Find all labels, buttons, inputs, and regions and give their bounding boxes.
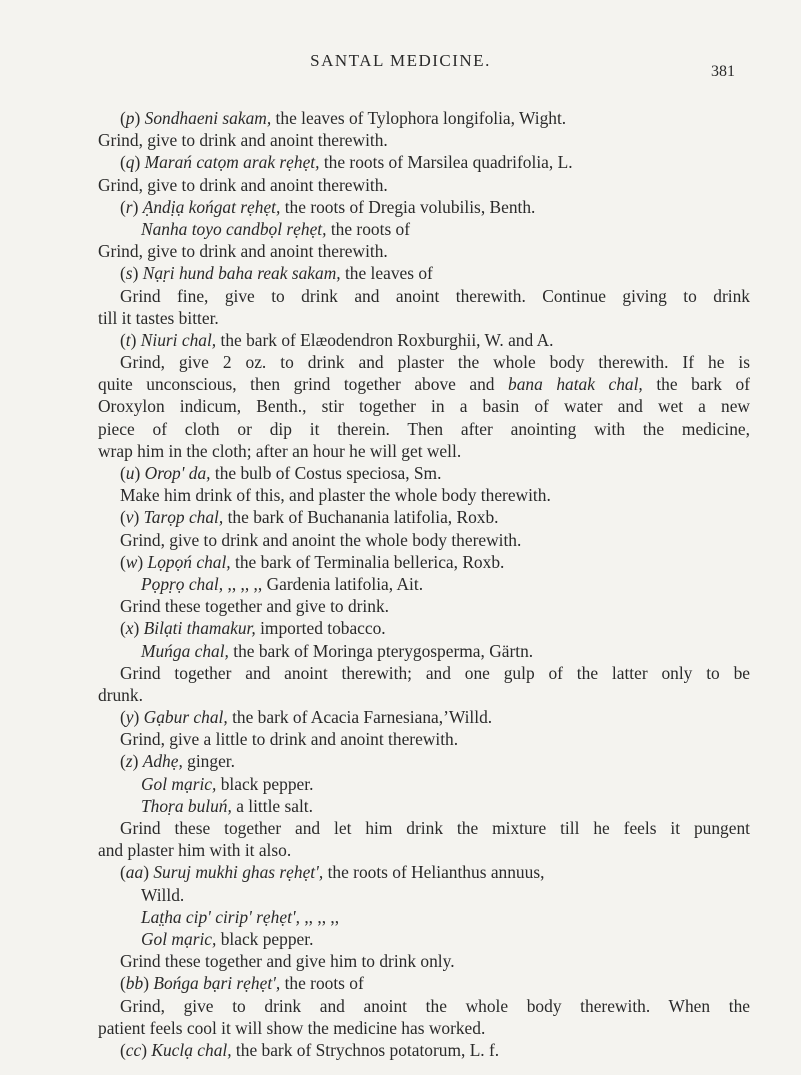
italic-term: x bbox=[125, 618, 134, 639]
italic-term: Bońga bạri rẹhẹt', bbox=[153, 973, 281, 994]
text-run: the bark of Acacia Farnesiana,’Willd. bbox=[227, 707, 493, 728]
text-run: the roots of bbox=[280, 973, 364, 994]
text-line bbox=[98, 662, 750, 684]
text-run: the bark of Strychnos potatorum, L. f. bbox=[231, 1039, 500, 1060]
text-run: the roots of Helianthus annuus, bbox=[323, 862, 545, 883]
text-line bbox=[98, 839, 750, 861]
text-run: ) bbox=[143, 973, 154, 994]
italic-term: t bbox=[125, 329, 131, 350]
text-run: Grind these together and give to drink. bbox=[120, 596, 390, 617]
page-number: 381 bbox=[711, 63, 735, 80]
text-run: the bulb of Costus speciosa, Sm. bbox=[210, 463, 442, 483]
text-line bbox=[98, 174, 750, 196]
text-run: wrap him in the cloth; after an hour he will get well. bbox=[98, 440, 462, 461]
text-line bbox=[98, 640, 750, 662]
text-run: black pepper. bbox=[216, 928, 314, 949]
text-line bbox=[98, 484, 750, 506]
text-line bbox=[98, 440, 750, 462]
text-line bbox=[98, 506, 750, 528]
italic-term: Sondhaeni sakam, bbox=[144, 108, 272, 128]
text-run: ) bbox=[134, 463, 145, 483]
italic-term: w bbox=[125, 551, 138, 572]
text-line bbox=[98, 529, 750, 551]
text-run: ) bbox=[143, 862, 154, 883]
italic-term: q bbox=[125, 152, 135, 173]
text-run: ,, ,, ,, bbox=[299, 906, 340, 927]
text-run: ( bbox=[120, 707, 126, 728]
text-run: the bark of Terminalia bellerica, Roxb. bbox=[230, 551, 505, 572]
text-run: Grind, give to drink and anoint the whole body therewith. bbox=[120, 529, 522, 550]
text-run: Grind fine, give to drink and anoint therewith. Continue giving to drink bbox=[120, 285, 750, 306]
italic-term: bb bbox=[125, 973, 144, 994]
text-run: ) bbox=[137, 551, 148, 572]
text-run: the roots of bbox=[326, 218, 411, 239]
text-line bbox=[98, 906, 750, 928]
text-line bbox=[98, 551, 750, 573]
text-run: ,, ,, ,, Gardenia latifolia, Ait. bbox=[223, 573, 424, 594]
text-run: Oroxylon indicum, Benth., stir together in a basin of water and wet a new bbox=[98, 396, 750, 417]
body-text bbox=[98, 107, 750, 1061]
italic-term: v bbox=[125, 507, 134, 528]
text-line bbox=[98, 1017, 750, 1039]
text-run: Grind, give a little to drink and anoint therewith. bbox=[120, 729, 459, 750]
italic-term: Bilạti thamakur, bbox=[143, 618, 256, 639]
italic-term: bana hatak chal, bbox=[508, 374, 643, 395]
text-line bbox=[98, 817, 750, 839]
text-run: ) bbox=[133, 707, 144, 728]
text-run: imported tobacco. bbox=[255, 618, 386, 639]
italic-term: Adhẹ, bbox=[142, 751, 183, 772]
text-run: Grind together and anoint therewith; and one gulp of the latter only to be bbox=[120, 662, 750, 683]
text-run: ) bbox=[133, 618, 144, 639]
text-line bbox=[98, 950, 750, 972]
text-run: quite unconscious, then grind together above and bbox=[98, 374, 509, 395]
text-line bbox=[98, 351, 750, 373]
italic-term: Ạndịạ końgat rẹhẹt, bbox=[142, 196, 281, 217]
text-run: Willd. bbox=[141, 884, 185, 905]
italic-term: Nanha toyo candbọl rẹhẹt, bbox=[141, 218, 327, 239]
text-line bbox=[98, 861, 750, 883]
text-line bbox=[98, 240, 750, 262]
text-run: ( bbox=[120, 618, 126, 639]
italic-term: s bbox=[125, 263, 133, 284]
text-run: the bark of Elæodendron Roxburghii, W. and A. bbox=[216, 329, 554, 350]
text-run: Grind, give to drink and anoint the whole body therewith. When the bbox=[120, 995, 750, 1016]
italic-term: Thoṛa buluń, bbox=[141, 795, 232, 816]
text-line bbox=[98, 995, 750, 1017]
text-run: ( bbox=[120, 463, 126, 483]
text-run: ) bbox=[132, 196, 143, 217]
italic-term: Orop' da, bbox=[144, 463, 211, 483]
text-run: the leaves of Tylophora longifolia, Wight. bbox=[271, 108, 567, 128]
italic-term: aa bbox=[125, 862, 144, 883]
italic-term: Gạbur chal, bbox=[143, 707, 228, 728]
text-line bbox=[98, 373, 750, 395]
italic-term: Niuri chal, bbox=[140, 329, 217, 350]
text-run: ( bbox=[120, 751, 126, 772]
text-line bbox=[98, 285, 750, 307]
text-run: ( bbox=[120, 108, 126, 128]
text-line bbox=[98, 218, 750, 240]
text-line bbox=[98, 573, 750, 595]
text-run: ) bbox=[134, 108, 145, 128]
italic-term: Gol mạric, bbox=[141, 928, 217, 949]
italic-term: Tarọp chal, bbox=[143, 507, 224, 528]
italic-term: Kuclạ chal, bbox=[151, 1039, 232, 1060]
text-run: ) bbox=[132, 751, 143, 772]
text-line bbox=[98, 107, 750, 129]
text-run: ( bbox=[120, 152, 126, 173]
running-header: SANTAL MEDICINE. bbox=[310, 51, 491, 70]
text-run: the bark of Moringa pterygosperma, Gärtn. bbox=[228, 640, 534, 661]
text-run: the bark of Buchanania latifolia, Roxb. bbox=[223, 507, 499, 528]
text-line bbox=[98, 395, 750, 417]
text-run: the roots of Marsilea quadrifolia, L. bbox=[319, 152, 573, 173]
italic-term: Muńga chal, bbox=[141, 640, 229, 661]
text-line bbox=[98, 129, 750, 151]
italic-term: p bbox=[125, 108, 135, 128]
text-run: ginger. bbox=[182, 751, 235, 772]
text-run: drunk. bbox=[98, 684, 143, 705]
text-line bbox=[98, 928, 750, 950]
italic-term: Gol mạric, bbox=[141, 773, 217, 794]
text-line bbox=[98, 307, 750, 329]
text-run: Grind these together and let him drink the mixture till he feels it pungent bbox=[120, 818, 750, 838]
text-run: the bark of bbox=[642, 374, 750, 395]
text-line bbox=[98, 462, 750, 484]
text-run: black pepper. bbox=[216, 773, 314, 794]
text-line bbox=[98, 773, 750, 795]
text-run: ) bbox=[141, 1039, 152, 1060]
text-run: piece of cloth or dip it therein. Then after anointing with the medicine, bbox=[98, 418, 750, 439]
text-run: ) bbox=[132, 263, 143, 284]
italic-term: u bbox=[125, 463, 135, 483]
text-line bbox=[98, 684, 750, 706]
text-run: ( bbox=[120, 196, 126, 217]
text-line bbox=[98, 196, 750, 218]
text-run: till it tastes bitter. bbox=[98, 307, 219, 328]
text-run: ( bbox=[120, 507, 126, 528]
text-run: the roots of Dregia volubilis, Benth. bbox=[280, 196, 536, 217]
italic-term: y bbox=[125, 707, 134, 728]
text-line bbox=[98, 617, 750, 639]
text-line bbox=[98, 728, 750, 750]
text-run: Grind these together and give him to drink only. bbox=[120, 951, 455, 972]
text-run: Grind, give to drink and anoint therewith. bbox=[98, 241, 388, 262]
text-run: ) bbox=[134, 152, 145, 173]
text-run: ) bbox=[133, 507, 144, 528]
text-run: ( bbox=[120, 862, 126, 883]
italic-term: r bbox=[125, 196, 133, 217]
text-run: ( bbox=[120, 263, 126, 284]
text-line bbox=[98, 418, 750, 440]
text-run: Make him drink of this, and plaster the whole body therewith. bbox=[120, 485, 551, 506]
text-run: the leaves of bbox=[340, 263, 433, 284]
text-run: ( bbox=[120, 973, 126, 994]
italic-term: Pọpṛọ chal, bbox=[141, 573, 224, 594]
text-run: Grind, give 2 oz. to drink and plaster the whole body therewith. If he is bbox=[120, 352, 750, 373]
text-line bbox=[98, 262, 750, 284]
text-run: Grind, give to drink and anoint therewith. bbox=[98, 174, 388, 195]
italic-term: z bbox=[125, 751, 133, 772]
italic-term: cc bbox=[125, 1039, 142, 1060]
text-line bbox=[98, 329, 750, 351]
text-line bbox=[98, 1039, 750, 1061]
text-line bbox=[98, 151, 750, 173]
italic-term: Nạṛi hund baha reak sakam, bbox=[142, 263, 341, 284]
text-run: ( bbox=[120, 329, 126, 350]
italic-term: Marań catọm arak rẹhẹt, bbox=[144, 152, 320, 173]
text-line bbox=[98, 884, 750, 906]
text-line bbox=[98, 595, 750, 617]
italic-term: Suruj mukhi ghas rẹhẹt', bbox=[153, 862, 324, 883]
italic-term: Lat̤ha cip' cirip' rẹhẹt', bbox=[141, 906, 300, 927]
text-line bbox=[98, 972, 750, 994]
italic-term: Lọpọń chal, bbox=[147, 551, 231, 572]
text-line bbox=[98, 750, 750, 772]
text-run: patient feels cool it will show the medicine has worked. bbox=[98, 1017, 486, 1038]
text-run: and plaster him with it also. bbox=[98, 840, 292, 861]
text-run: ) bbox=[130, 329, 141, 350]
text-run: Grind, give to drink and anoint therewith. bbox=[98, 130, 388, 151]
text-run: ( bbox=[120, 551, 126, 572]
text-run: ( bbox=[120, 1039, 126, 1060]
text-line bbox=[98, 706, 750, 728]
text-run: a little salt. bbox=[231, 795, 313, 816]
text-line bbox=[98, 795, 750, 817]
